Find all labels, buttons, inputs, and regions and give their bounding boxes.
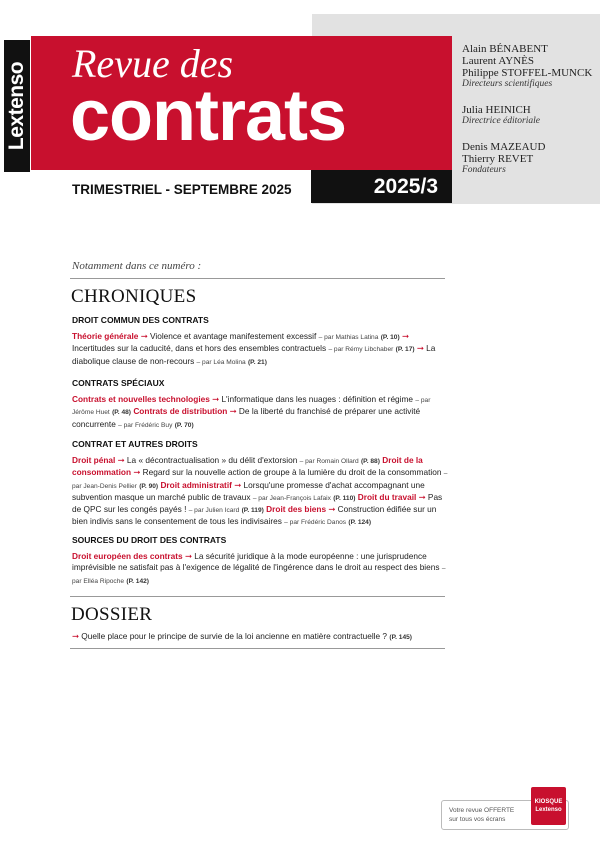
kiosque-logo bbox=[531, 787, 566, 825]
article-page: (P. 124) bbox=[348, 519, 372, 527]
category-label: Contrats de distribution bbox=[133, 406, 228, 417]
article-author: – par Frédéric Buy bbox=[118, 421, 173, 429]
article-page: (P. 90) bbox=[139, 482, 159, 490]
article-title: La diabolique clause de non-recours bbox=[72, 343, 436, 366]
dossier-body bbox=[72, 631, 448, 643]
article-title: Lorsqu'une promesse d'achat accompagnant une subvention masque un marché public de travaux bbox=[72, 479, 425, 502]
category-label: Théorie générale bbox=[72, 331, 139, 341]
article-page: (P. 88) bbox=[360, 458, 380, 465]
article-page: (P. 142) bbox=[126, 577, 149, 585]
subsection-body bbox=[72, 551, 448, 587]
red-arrow-icon: ➞ bbox=[72, 631, 79, 641]
red-arrow-icon: ➞ bbox=[234, 479, 242, 490]
red-arrow-icon: ➞ bbox=[140, 331, 148, 341]
red-arrow-icon: ➞ bbox=[418, 491, 426, 502]
article-author: – par Rémy Libchaber bbox=[328, 346, 394, 354]
kiosque-logo-line2: Lextenso bbox=[535, 807, 562, 813]
subsection-body bbox=[72, 455, 448, 529]
kiosque-badge[interactable] bbox=[441, 800, 569, 830]
red-arrow-icon: ➞ bbox=[401, 331, 409, 341]
article-title: Regard sur la nouvelle action de groupe à la lumière du droit de la consommation bbox=[142, 467, 442, 478]
badge-line1: Votre revue OFFERTE bbox=[449, 807, 515, 814]
category-label: Droit des biens bbox=[266, 504, 327, 515]
article-author: – par Léa Molina bbox=[196, 358, 246, 366]
article-title: Construction édifiée sur un bien indivis sans le consentement de tous les indivisaires bbox=[72, 504, 437, 527]
article-page: (P. 10) bbox=[380, 334, 400, 341]
red-arrow-icon: ➞ bbox=[212, 394, 220, 404]
journal-title-line1: Revue des bbox=[72, 41, 234, 86]
article-page: (P. 70) bbox=[174, 421, 194, 429]
category-label: Droit de la consommation bbox=[72, 455, 423, 478]
subsection-body bbox=[72, 331, 448, 368]
editor-role: Directrice éditoriale bbox=[462, 116, 540, 126]
lextenso-logo bbox=[4, 40, 30, 172]
article-page: (P. 110) bbox=[333, 494, 356, 502]
dossier-title: DOSSIER bbox=[71, 604, 153, 625]
editorial-board bbox=[462, 43, 598, 190]
directors-group bbox=[462, 43, 598, 90]
subsection-heading: SOURCES DU DROIT DES CONTRATS bbox=[72, 535, 227, 545]
divider bbox=[70, 648, 445, 649]
category-label: Droit européen des contrats bbox=[72, 551, 183, 561]
divider bbox=[70, 278, 445, 279]
kiosque-logo-line1: KIOSQUE bbox=[534, 799, 563, 805]
chroniques-title: CHRONIQUES bbox=[71, 286, 197, 307]
founders-group bbox=[462, 141, 598, 176]
article-title: La « décontractualisation » du délit d'extorsion bbox=[126, 455, 298, 465]
director-name: Philippe STOFFEL-MUNCK bbox=[462, 67, 593, 79]
category-label: Contrats et nouvelles technologies bbox=[72, 394, 210, 404]
article-page: (P. 48) bbox=[112, 409, 131, 417]
editor-name: Julia HEINICH bbox=[462, 104, 531, 116]
article-title: Violence et avantage manifestement excessif bbox=[149, 331, 317, 341]
director-name: Laurent AYNÈS bbox=[462, 55, 535, 67]
article-page: (P. 145) bbox=[389, 634, 412, 641]
article-author: – par Julien Icard bbox=[188, 507, 240, 515]
contents-intro: Notamment dans ce numéro : bbox=[72, 260, 202, 272]
article-title: La sécurité juridique à la mode européenne : une jurisprudence imprévisible ne satisfait pas à l'exigence de légalité de l'ingérence dans le droit au respect des biens bbox=[72, 551, 440, 573]
article-author: – par Frédéric Danos bbox=[284, 519, 347, 527]
red-arrow-icon: ➞ bbox=[416, 343, 424, 354]
red-arrow-icon: ➞ bbox=[117, 455, 125, 465]
subsection-heading: DROIT COMMUN DES CONTRATS bbox=[72, 315, 209, 325]
category-label: Droit administratif bbox=[160, 479, 232, 490]
badge-line2: sur tous vos écrans bbox=[449, 816, 506, 823]
article-page: (P. 21) bbox=[247, 358, 267, 366]
article-author: – par Mathias Latina bbox=[318, 334, 379, 341]
founder-name: Thierry REVET bbox=[462, 153, 534, 165]
article-author: – par Jérôme Huet bbox=[72, 397, 431, 417]
subsection-body bbox=[72, 394, 448, 431]
article-author: – par Jean-François Lafaix bbox=[252, 494, 331, 502]
directors-role: Directeurs scientifiques bbox=[462, 79, 553, 89]
article-author: – par Elléa Ripoche bbox=[72, 565, 446, 585]
article-page: (P. 17) bbox=[395, 346, 415, 354]
article-title: Incertitudes sur la caducité, dans et hors des ensembles contractuels bbox=[72, 343, 327, 354]
director-name: Alain BÉNABENT bbox=[462, 43, 548, 55]
periodicity: TRIMESTRIEL - SEPTEMBRE 2025 bbox=[72, 182, 292, 197]
journal-title-line2: contrats bbox=[70, 76, 347, 156]
article-title: De la liberté du franchisé de préparer une activité concurrente bbox=[72, 406, 421, 429]
article-page: (P. 119) bbox=[241, 507, 264, 515]
red-arrow-icon: ➞ bbox=[229, 406, 237, 417]
issue-box bbox=[311, 170, 452, 203]
category-label: Droit du travail bbox=[357, 491, 417, 502]
subsection-heading: CONTRAT ET AUTRES DROITS bbox=[72, 439, 198, 449]
issue-number: 2025/3 bbox=[373, 175, 438, 198]
article-title: Quelle place pour le principe de survie de la loi ancienne en matière contractuelle ? bbox=[81, 631, 388, 641]
subsection-heading: CONTRATS SPÉCIAUX bbox=[72, 378, 165, 388]
article-author: – par Romain Ollard bbox=[299, 458, 359, 465]
founders-role: Fondateurs bbox=[462, 165, 506, 175]
red-arrow-icon: ➞ bbox=[328, 504, 336, 515]
category-label: Droit pénal bbox=[72, 455, 116, 465]
divider bbox=[70, 596, 445, 597]
founder-name: Denis MAZEAUD bbox=[462, 141, 546, 153]
article-title: Pas de QPC sur les congés payés ! bbox=[72, 491, 443, 515]
red-arrow-icon: ➞ bbox=[133, 467, 141, 478]
lextenso-logo-text: Lextenso bbox=[5, 61, 28, 151]
article-author: – par Jean-Denis Pellier bbox=[72, 470, 448, 490]
red-arrow-icon: ➞ bbox=[184, 551, 192, 561]
article-title: L'informatique dans les nuages : définition et régime bbox=[221, 394, 414, 404]
editor-group bbox=[462, 104, 598, 127]
